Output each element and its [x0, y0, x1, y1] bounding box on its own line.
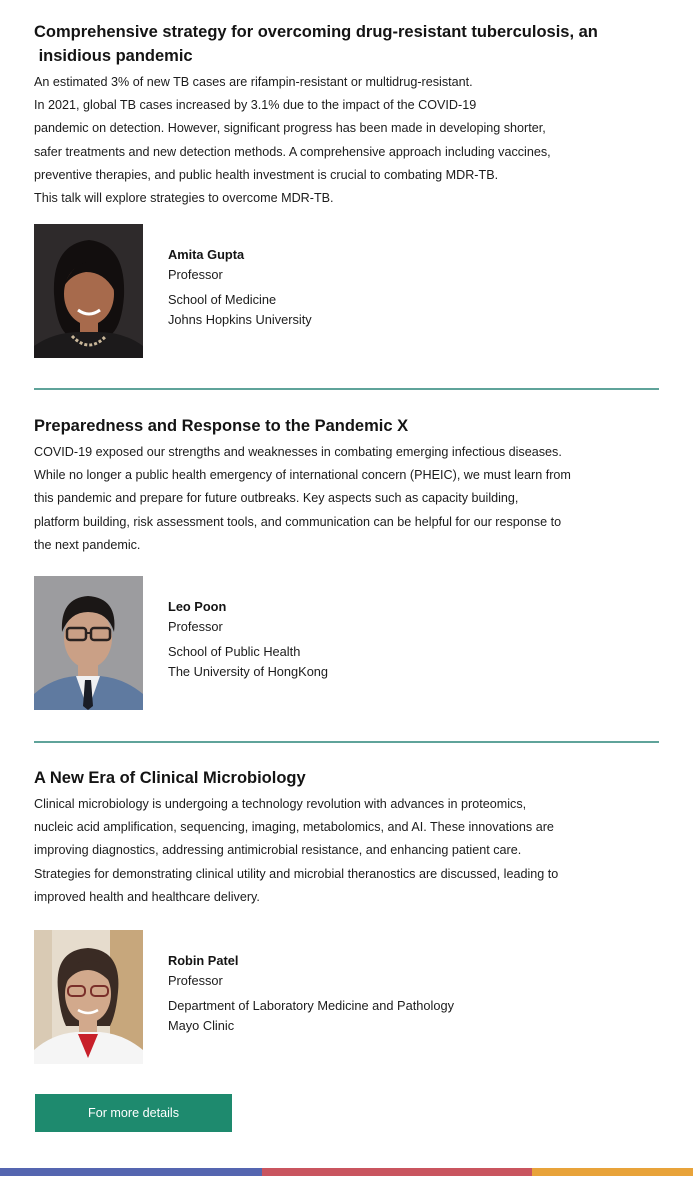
- talk-abstract: [34, 441, 659, 557]
- speaker-photo: [34, 576, 143, 710]
- talk-abstract: [34, 71, 659, 210]
- speaker-role: Professor: [168, 973, 223, 988]
- more-details-button[interactable]: For more details: [35, 1094, 232, 1132]
- talk-abstract: [34, 793, 659, 909]
- talk-title-line: A New Era of Clinical Microbiology: [34, 769, 306, 787]
- speaker-info: [168, 952, 454, 1036]
- speaker-photo: [34, 930, 143, 1064]
- speaker-card: [34, 576, 659, 710]
- talk-title: [34, 766, 659, 790]
- abstract-line: Strategies for demonstrating clinical utility and microbial theranostics are discussed, leading to: [34, 866, 559, 881]
- abstract-line: While no longer a public health emergency of international concern (PHEIC), we must learn from: [34, 468, 571, 483]
- talk-3: [34, 766, 659, 1033]
- abstract-line: this pandemic and prepare for future outbreaks. Key aspects such as capacity building,: [34, 491, 519, 506]
- abstract-line: nucleic acid amplification, sequencing, imaging, metabolomics, and AI. These innovations are: [34, 820, 554, 835]
- speaker-affiliation: Mayo Clinic: [168, 1018, 235, 1033]
- talk-title: [34, 20, 659, 68]
- speaker-info: [168, 246, 312, 330]
- speaker-affiliation: Johns Hopkins University: [168, 312, 312, 327]
- abstract-line: pandemic on detection. However, significant progress has been made in developing shorter,: [34, 121, 546, 136]
- abstract-line: In 2021, global TB cases increased by 3.1% due to the impact of the COVID-19: [34, 98, 477, 113]
- section-divider: [34, 741, 659, 743]
- abstract-line: This talk will explore strategies to overcome MDR-TB.: [34, 191, 334, 206]
- footer-color-bar: [0, 1168, 693, 1176]
- abstract-line: preventive therapies, and public health investment is crucial to combating MDR-TB.: [34, 167, 499, 182]
- abstract-line: the next pandemic.: [34, 537, 141, 552]
- talk-2: [34, 414, 659, 679]
- speaker-name: Leo Poon: [168, 599, 227, 614]
- talk-1: [34, 20, 659, 327]
- speaker-card: [34, 930, 659, 1064]
- abstract-line: improved health and healthcare delivery.: [34, 889, 260, 904]
- footer-segment-orange: [532, 1168, 693, 1176]
- talk-title-line: insidious pandemic: [34, 47, 193, 65]
- abstract-line: Clinical microbiology is undergoing a technology revolution with advances in proteomics,: [34, 797, 527, 811]
- speaker-affiliation: The University of HongKong: [168, 664, 329, 679]
- speaker-affiliation: School of Public Health: [168, 644, 301, 659]
- speaker-role: Professor: [168, 267, 223, 282]
- footer-segment-blue: [0, 1168, 262, 1176]
- speaker-affiliation: School of Medicine: [168, 292, 277, 307]
- speaker-name: Robin Patel: [168, 953, 239, 968]
- speaker-name: Amita Gupta: [168, 247, 245, 262]
- speaker-affiliation: Department of Laboratory Medicine and Pathology: [168, 998, 454, 1013]
- speaker-photo: [34, 224, 143, 358]
- footer-segment-red: [262, 1168, 532, 1176]
- talk-title-line: Preparedness and Response to the Pandemic X: [34, 417, 409, 435]
- abstract-line: improving diagnostics, addressing antimicrobial resistance, and enhancing patient care.: [34, 843, 522, 858]
- speaker-info: [168, 598, 328, 682]
- abstract-line: platform building, risk assessment tools, and communication can be helpful for our response to: [34, 514, 562, 529]
- abstract-line: COVID-19 exposed our strengths and weaknesses in combating emerging infectious diseases.: [34, 445, 562, 459]
- abstract-line: An estimated 3% of new TB cases are rifampin-resistant or multidrug-resistant.: [34, 75, 473, 89]
- speaker-card: [34, 224, 659, 358]
- talk-title-line: Comprehensive strategy for overcoming drug-resistant tuberculosis, an: [34, 23, 598, 41]
- speaker-role: Professor: [168, 619, 223, 634]
- abstract-line: safer treatments and new detection methods. A comprehensive approach including vaccines,: [34, 144, 551, 159]
- talk-title: [34, 414, 659, 438]
- section-divider: [34, 388, 659, 390]
